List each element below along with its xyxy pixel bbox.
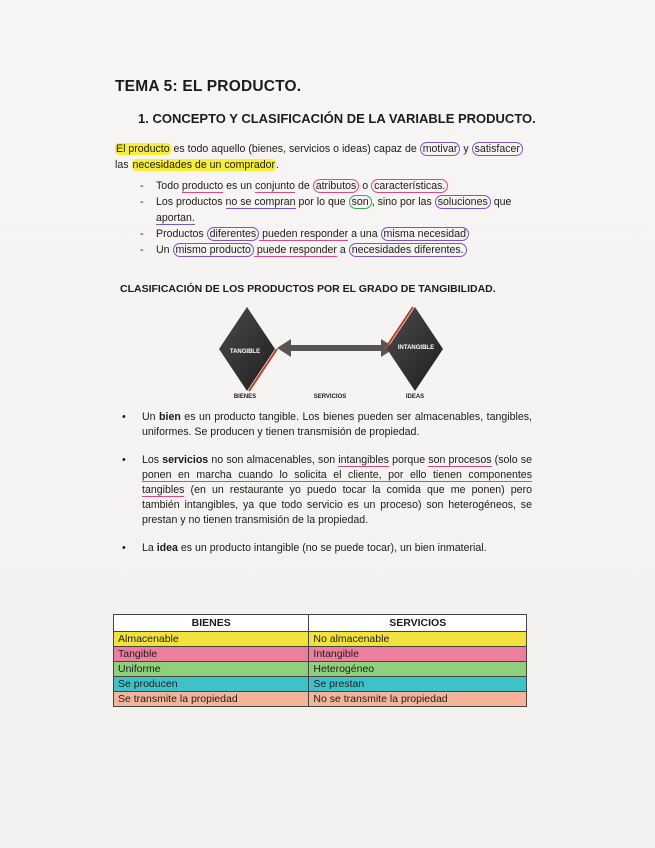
intro-text: . <box>276 159 279 171</box>
circled-satisfacer: satisfacer <box>472 142 523 156</box>
intro-text: y <box>460 143 472 155</box>
table-header-row <box>114 615 527 632</box>
point-text: Un <box>156 244 173 256</box>
bullet-text: es un producto tangible. Los bienes pueden ser almacenables, tangibles, uniformes. Se producen y tienen transmisión de propiedad. <box>142 411 532 438</box>
underlined-puede-responder: puede responder <box>253 244 337 256</box>
point-text: de <box>295 180 313 192</box>
table-cell: Almacenable <box>114 632 309 647</box>
servicios-label: SERVICIOS <box>313 394 347 400</box>
table-cell: Intangible <box>309 647 527 662</box>
bullet-text: no son almacenables, son <box>208 454 339 466</box>
underlined-son-procesos: son procesos <box>428 454 492 466</box>
underlined-intangibles: intangibles <box>338 454 389 466</box>
point-text: , sino por las <box>371 196 435 208</box>
arrow-left-head <box>277 339 291 357</box>
circled-motivar: motivar <box>420 142 461 156</box>
bullet-text: es un producto intangible (no se puede tocar), un bien inmaterial. <box>177 542 487 554</box>
circled-misma-necesidad: misma necesidad <box>381 227 469 241</box>
list-item <box>140 242 540 258</box>
underlined-conjunto: conjunto <box>254 180 296 192</box>
bullet-text: Los <box>142 454 163 466</box>
section-title: 1. CONCEPTO Y CLASIFICACIÓN DE LA VARIABLE PRODUCTO. <box>138 111 536 126</box>
bullet-text: La <box>142 542 157 554</box>
underlined-ponen-en-marcha: ponen en marcha cuando lo solicita el cliente, por ello tienen componentes tangibles <box>142 469 532 496</box>
classification-title: CLASIFICACIÓN DE LOS PRODUCTOS POR EL GRADO DE TANGIBILIDAD. <box>120 283 496 295</box>
concept-points <box>140 178 540 258</box>
intangible-label: INTANGIBLE <box>397 345 435 351</box>
tangible-label: TANGIBLE <box>229 349 261 355</box>
tangibility-diagram <box>215 305 475 400</box>
table-cell: Uniforme <box>114 662 309 677</box>
point-text: a <box>336 244 349 256</box>
header-bienes: BIENES <box>114 615 309 632</box>
circled-atributos: atributos <box>313 179 360 193</box>
table-cell: Se transmite la propiedad <box>114 692 309 707</box>
highlight-necesidades: necesidades de un comprador <box>132 159 276 171</box>
bullet-text: porque <box>388 454 429 466</box>
definition-bullets <box>120 410 532 569</box>
bullet-text: (en un restaurante yo puedo tocar la comida que me ponen) pero también intangibles, ya que todo servicio es un proceso) son heterogéneos, se prestan y no tienen transmisión de la propiedad. <box>142 484 532 526</box>
comparison-table <box>113 614 527 707</box>
list-item <box>140 226 540 242</box>
circled-soluciones: soluciones <box>435 195 491 209</box>
point-text: a una <box>348 228 381 240</box>
highlight-subject: El producto <box>116 143 170 155</box>
bullet-bold: idea <box>156 542 178 554</box>
point-text: por lo que <box>295 196 349 208</box>
point-text: o <box>359 180 372 192</box>
circled-caracteristicas: características. <box>371 179 448 193</box>
bullet-text: Un <box>142 411 160 423</box>
intro-text: es todo aquello (bienes, servicios o ideas) capaz de <box>170 143 420 155</box>
table-cell: No se transmite la propiedad <box>309 692 527 707</box>
bullet-text: (solo se <box>491 454 532 466</box>
bienes-label: BIENES <box>233 394 257 400</box>
ideas-label: IDEAS <box>405 394 425 400</box>
point-text: Productos <box>156 228 207 240</box>
point-text: Los productos <box>156 196 226 208</box>
point-text: Todo <box>156 180 182 192</box>
circled-son: son <box>349 195 372 209</box>
table-row <box>114 692 527 707</box>
table-cell: Tangible <box>114 647 309 662</box>
list-item-bien <box>120 410 532 440</box>
table-row <box>114 632 527 647</box>
table-cell: No almacenable <box>309 632 527 647</box>
list-item <box>140 178 540 194</box>
circled-necesidades-diferentes: necesidades diferentes. <box>349 243 467 257</box>
page-title: TEMA 5: EL PRODUCTO. <box>115 78 302 95</box>
underlined-pueden-responder: pueden responder <box>259 228 349 240</box>
list-item <box>140 194 540 226</box>
table-cell: Heterogéneo <box>309 662 527 677</box>
underlined-no-se-compran: no se compran <box>225 196 296 208</box>
point-text: que <box>490 196 512 208</box>
table-row <box>114 677 527 692</box>
circled-diferentes: diferentes <box>207 227 260 241</box>
intro-text: las <box>115 159 132 171</box>
table-cell: Se prestan <box>309 677 527 692</box>
point-text: es un <box>223 180 255 192</box>
underlined-producto: producto <box>181 180 224 192</box>
list-item-servicios <box>120 453 532 528</box>
bullet-bold: bien <box>159 411 181 423</box>
table-cell: Se producen <box>114 677 309 692</box>
bullet-bold: servicios <box>162 454 209 466</box>
intro-paragraph <box>115 141 535 173</box>
circled-mismo-producto: mismo producto <box>173 243 254 257</box>
list-item-idea <box>120 541 532 556</box>
table-row <box>114 662 527 677</box>
table-row <box>114 647 527 662</box>
underlined-aportan: aportan. <box>156 212 195 224</box>
header-servicios: SERVICIOS <box>309 615 527 632</box>
